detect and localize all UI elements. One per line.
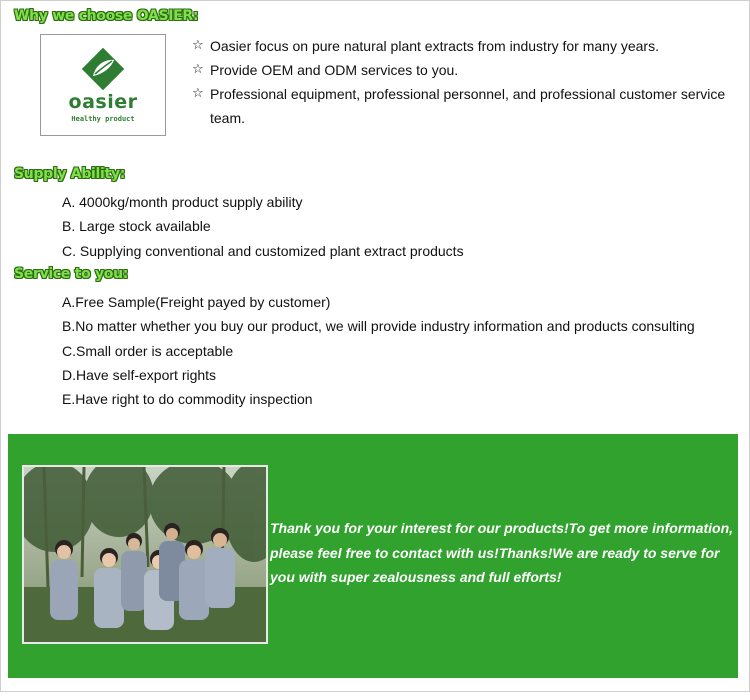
why-item (192, 34, 737, 58)
thank-you-message: Thank you for your interest for our products!To get more information, please feel free to contact with us!Thanks!We are ready to serve for you with super zealousness and full efforts! (270, 520, 734, 585)
white-star-icon: ☆ (192, 62, 204, 77)
list-item: A. 4000kg/month product supply ability (62, 194, 303, 210)
why-item-text: Oasier focus on pure natural plant extracts from industry for many years. (210, 38, 659, 54)
contact-banner (8, 434, 738, 678)
team-photo (22, 465, 268, 644)
white-star-icon: ☆ (192, 86, 204, 101)
logo-tagline: Healthy product (71, 115, 135, 123)
leaf-logo-icon (81, 47, 125, 91)
supply-ability-list (62, 190, 464, 263)
list-item: B. Large stock available (62, 218, 211, 235)
white-star-icon: ☆ (192, 38, 204, 53)
list-item: B.No matter whether you buy our product, we will provide industry information and products consulting (62, 318, 695, 335)
why-choose-heading: Why we choose OASIER: (14, 8, 199, 24)
list-item: A.Free Sample(Freight payed by customer) (62, 294, 331, 310)
company-logo (40, 34, 166, 136)
why-item (192, 58, 737, 82)
list-item: C.Small order is acceptable (62, 342, 234, 359)
why-item (192, 82, 737, 130)
logo-wordmark: oasier (68, 91, 138, 113)
list-item: C. Supplying conventional and customized plant extract products (62, 242, 464, 259)
why-item-text: Provide OEM and ODM services to you. (210, 62, 459, 78)
list-item: E.Have right to do commodity inspection (62, 391, 313, 408)
supply-ability-heading: Supply Ability: (14, 166, 126, 182)
service-heading: Service to you: (14, 266, 129, 282)
why-item-text: Professional equipment, professional personnel, and professional customer service team. (210, 86, 726, 126)
list-item: D.Have self-export rights (62, 366, 217, 383)
team-photo-illustration (24, 467, 266, 642)
why-choose-list (192, 34, 737, 130)
service-list (62, 290, 695, 411)
